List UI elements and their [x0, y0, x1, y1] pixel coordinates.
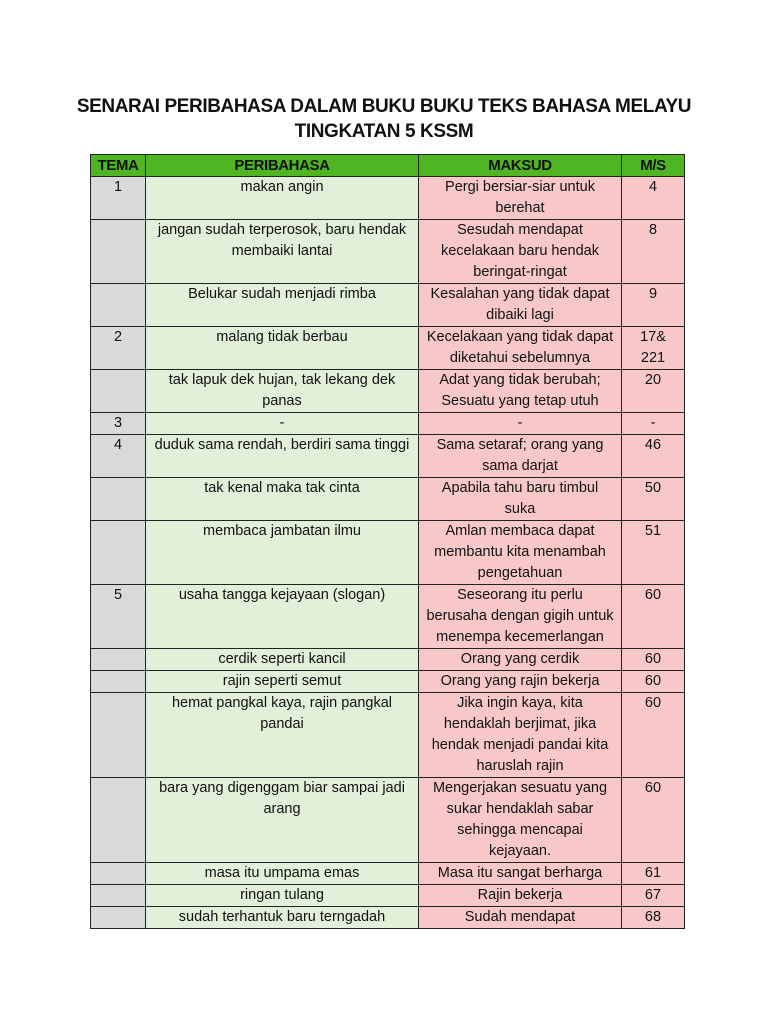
- peribahasa-cell: usaha tangga kejayaan (slogan): [146, 585, 419, 649]
- tema-cell: [91, 863, 146, 885]
- tema-cell: 2: [91, 327, 146, 370]
- peribahasa-cell: tak kenal maka tak cinta: [146, 478, 419, 521]
- table-row: [91, 327, 685, 370]
- maksud-cell: Adat yang tidak berubah; Sesuatu yang tetap utuh: [419, 370, 622, 413]
- page-number-cell: 50: [622, 478, 685, 521]
- maksud-cell: Kesalahan yang tidak dapat dibaiki lagi: [419, 284, 622, 327]
- table-row: [91, 370, 685, 413]
- table-row: [91, 863, 685, 885]
- proverb-table: [90, 154, 685, 929]
- page-number-cell: 51: [622, 521, 685, 585]
- table-row: [91, 778, 685, 863]
- maksud-cell: Jika ingin kaya, kita hendaklah berjimat, jika hendak menjadi pandai kita haruslah rajin: [419, 693, 622, 778]
- header-tema: TEMA: [91, 155, 146, 177]
- page-number-cell: 67: [622, 885, 685, 907]
- page-number-cell: 4: [622, 177, 685, 220]
- tema-cell: [91, 284, 146, 327]
- peribahasa-cell: ringan tulang: [146, 885, 419, 907]
- table-row: [91, 907, 685, 929]
- tema-cell: [91, 885, 146, 907]
- peribahasa-cell: malang tidak berbau: [146, 327, 419, 370]
- maksud-cell: Mengerjakan sesuatu yang sukar hendaklah sabar sehingga mencapai kejayaan.: [419, 778, 622, 863]
- table-row: [91, 521, 685, 585]
- title-line-1: SENARAI PERIBAHASA DALAM BUKU BUKU TEKS BAHASA MELAYU: [76, 96, 692, 117]
- page-number-cell: 60: [622, 693, 685, 778]
- peribahasa-cell: sudah terhantuk baru terngadah: [146, 907, 419, 929]
- tema-cell: [91, 907, 146, 929]
- tema-cell: 1: [91, 177, 146, 220]
- tema-cell: [91, 370, 146, 413]
- peribahasa-cell: jangan sudah terperosok, baru hendak membaiki lantai: [146, 220, 419, 284]
- maksud-cell: Sudah mendapat: [419, 907, 622, 929]
- table-row: [91, 693, 685, 778]
- tema-cell: [91, 649, 146, 671]
- table-row: [91, 478, 685, 521]
- tema-cell: [91, 778, 146, 863]
- page-number-cell: 68: [622, 907, 685, 929]
- peribahasa-cell: hemat pangkal kaya, rajin pangkal pandai: [146, 693, 419, 778]
- peribahasa-cell: duduk sama rendah, berdiri sama tinggi: [146, 435, 419, 478]
- peribahasa-cell: rajin seperti semut: [146, 671, 419, 693]
- peribahasa-cell: masa itu umpama emas: [146, 863, 419, 885]
- peribahasa-cell: tak lapuk dek hujan, tak lekang dek panas: [146, 370, 419, 413]
- peribahasa-cell: bara yang digenggam biar sampai jadi arang: [146, 778, 419, 863]
- page-number-cell: 60: [622, 585, 685, 649]
- table-row: [91, 885, 685, 907]
- peribahasa-cell: membaca jambatan ilmu: [146, 521, 419, 585]
- document-title: [0, 94, 768, 144]
- table-row: [91, 435, 685, 478]
- table-row: [91, 284, 685, 327]
- page-number-cell: 61: [622, 863, 685, 885]
- maksud-cell: Apabila tahu baru timbul suka: [419, 478, 622, 521]
- page-number-cell: 9: [622, 284, 685, 327]
- page-number-cell: 20: [622, 370, 685, 413]
- page-number-cell: 60: [622, 671, 685, 693]
- header-maksud: MAKSUD: [419, 155, 622, 177]
- table-row: [91, 671, 685, 693]
- page-number-cell: 46: [622, 435, 685, 478]
- table-body: [91, 177, 685, 929]
- header-ms: M/S: [622, 155, 685, 177]
- tema-cell: 4: [91, 435, 146, 478]
- maksud-cell: Sesudah mendapat kecelakaan baru hendak beringat-ringat: [419, 220, 622, 284]
- maksud-cell: Orang yang cerdik: [419, 649, 622, 671]
- maksud-cell: Orang yang rajin bekerja: [419, 671, 622, 693]
- table-row: [91, 649, 685, 671]
- maksud-cell: Kecelakaan yang tidak dapat diketahui sebelumnya: [419, 327, 622, 370]
- maksud-cell: Masa itu sangat berharga: [419, 863, 622, 885]
- table-row: [91, 220, 685, 284]
- table-row: [91, 177, 685, 220]
- peribahasa-cell: -: [146, 413, 419, 435]
- table-row: [91, 585, 685, 649]
- maksud-cell: Sama setaraf; orang yang sama darjat: [419, 435, 622, 478]
- page-number-cell: 8: [622, 220, 685, 284]
- page-number-cell: -: [622, 413, 685, 435]
- tema-cell: [91, 521, 146, 585]
- page-number-cell: 17& 221: [622, 327, 685, 370]
- table-row: [91, 413, 685, 435]
- maksud-cell: Pergi bersiar-siar untuk berehat: [419, 177, 622, 220]
- peribahasa-cell: makan angin: [146, 177, 419, 220]
- maksud-cell: Seseorang itu perlu berusaha dengan gigih untuk menempa kecemerlangan: [419, 585, 622, 649]
- table-header-row: [91, 155, 685, 177]
- maksud-cell: Rajin bekerja: [419, 885, 622, 907]
- tema-cell: [91, 693, 146, 778]
- tema-cell: 3: [91, 413, 146, 435]
- maksud-cell: -: [419, 413, 622, 435]
- tema-cell: [91, 671, 146, 693]
- maksud-cell: Amlan membaca dapat membantu kita menambah pengetahuan: [419, 521, 622, 585]
- peribahasa-cell: Belukar sudah menjadi rimba: [146, 284, 419, 327]
- header-peribahasa: PERIBAHASA: [146, 155, 419, 177]
- peribahasa-cell: cerdik seperti kancil: [146, 649, 419, 671]
- tema-cell: 5: [91, 585, 146, 649]
- tema-cell: [91, 220, 146, 284]
- title-line-2: TINGKATAN 5 KSSM: [294, 121, 474, 142]
- tema-cell: [91, 478, 146, 521]
- page-number-cell: 60: [622, 649, 685, 671]
- page-number-cell: 60: [622, 778, 685, 863]
